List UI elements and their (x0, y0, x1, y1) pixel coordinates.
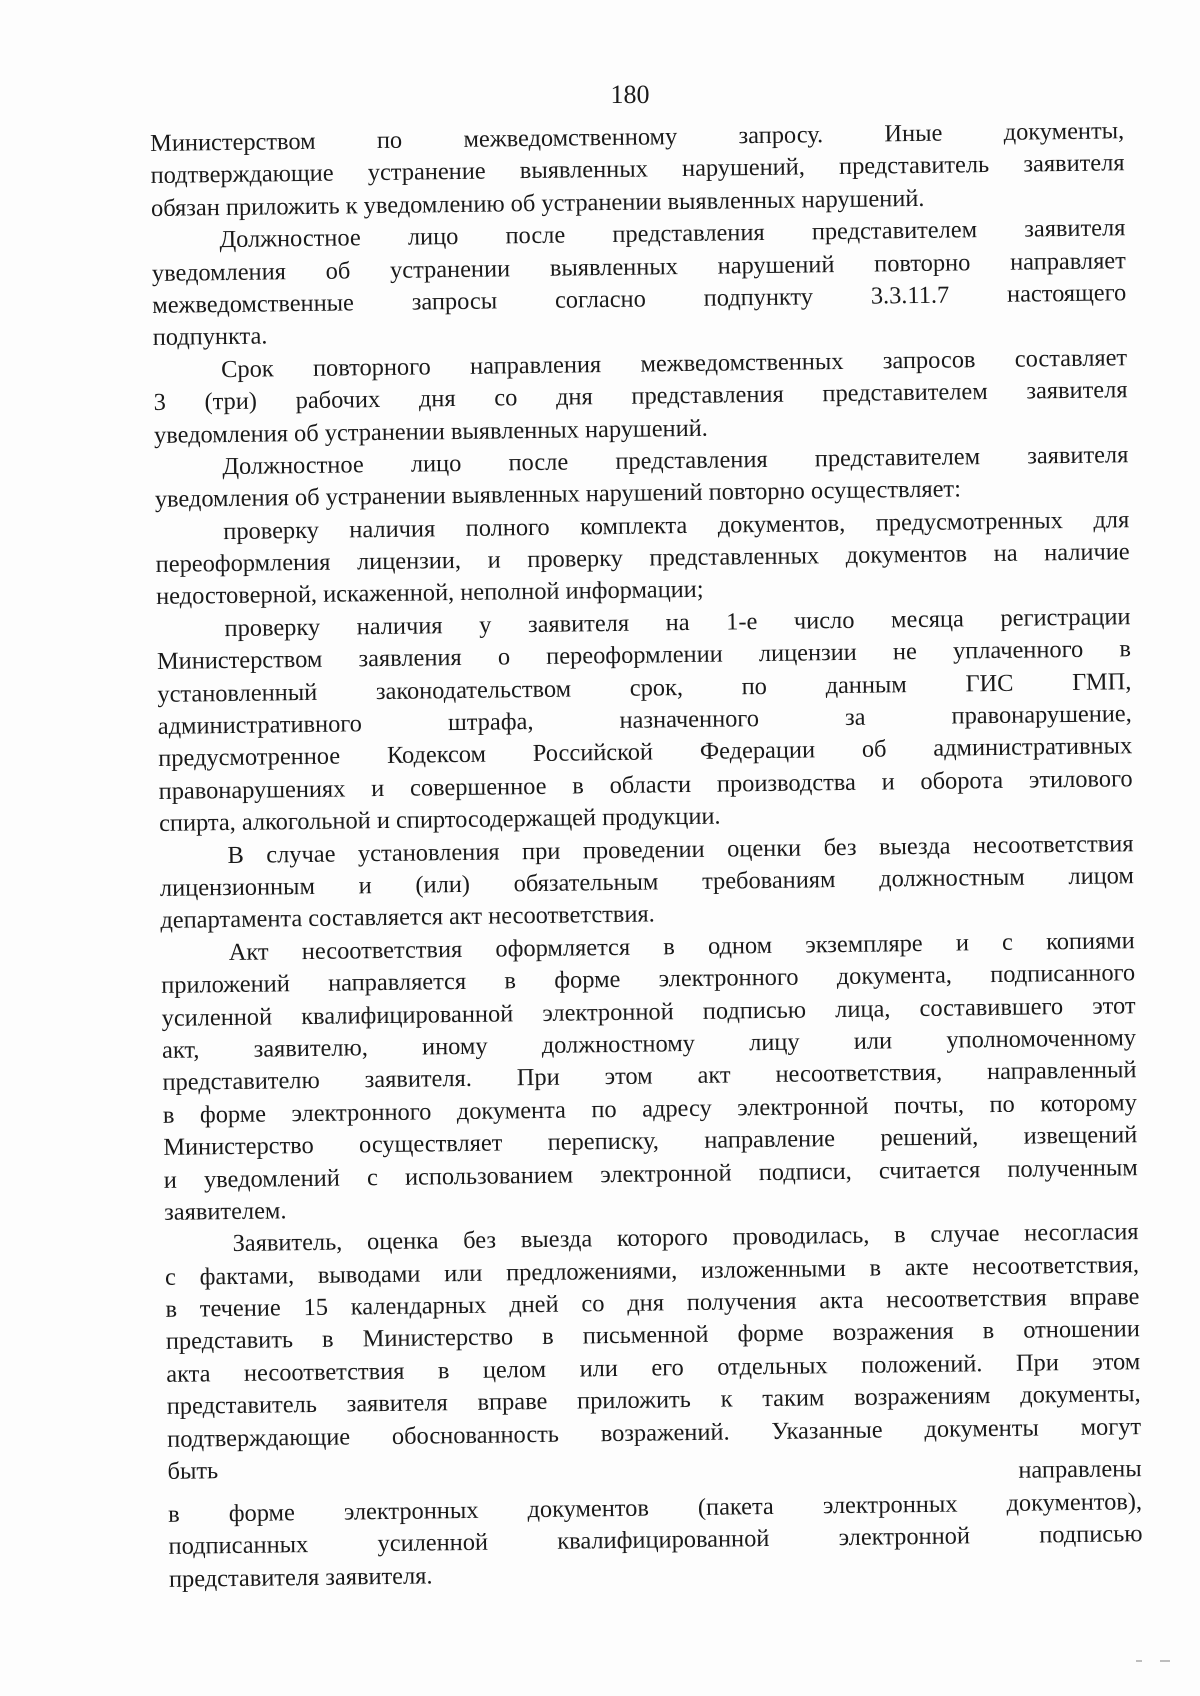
text-line: установленный законодательством срок, по данным ГИС ГМП, (157, 667, 1132, 708)
text-line: направлены (1018, 1455, 1142, 1485)
scan-artifact (1136, 1660, 1142, 1662)
text-line: подпункта. (152, 322, 268, 352)
text-line: В случае установления при проведении оценки без выезда несоответствия (227, 829, 1134, 869)
scan-artifact (1160, 1660, 1170, 1662)
text-line: 3 (три) рабочих дня со дня представления представителем заявителя (153, 376, 1128, 417)
text-line: проверку наличия полного комплекта документов, предусмотренных для (223, 505, 1130, 545)
text-line: усиленной квалифицированной электронной подписью лица, составившего этот (161, 991, 1136, 1032)
text-line: переоформления лицензии, и проверку представленных документов на наличие (155, 538, 1130, 579)
text-line: недостоверной, искаженной, неполной информации; (155, 576, 704, 611)
text-line: представить в Министерство в письменной форме возражения в отношении (165, 1315, 1140, 1356)
text-line: приложений направляется в форме электронного документа, подписанного (161, 959, 1136, 1000)
text-line: подтверждающие обоснованность возражений. Указанные документы могут (166, 1412, 1142, 1453)
text-line: подписанных усиленной квалифицированной электронной подписью (168, 1520, 1143, 1561)
text-line: предусмотренное Кодексом Российской Федерации об административных (158, 732, 1133, 773)
text-line: представителя заявителя. (168, 1562, 433, 1593)
text-line: уведомления об устранении выявленных нарушений повторно направляет (151, 246, 1126, 287)
text-line: Министерством по межведомственному запросу. Иные документы, (150, 117, 1125, 157)
text-line: в форме электронных документов (пакета электронных документов), (167, 1487, 1143, 1528)
text-line: правонарушениях и совершенное в области производства и оборота этилового (158, 765, 1133, 805)
text-line: заявителем. (164, 1197, 287, 1226)
text-line: быть (167, 1457, 219, 1485)
text-line: Акт несоответствия оформляется в одном экземпляре и с копиями (228, 926, 1135, 966)
body-text (150, 115, 1143, 1596)
text-line: в течение 15 календарных дней со дня получения акта несоответствия вправе (165, 1283, 1140, 1323)
text-line: акт, заявителю, иному должностному лицу или уполномоченному (161, 1024, 1137, 1064)
text-line: Должностное лицо после представления представителем заявителя (219, 214, 1126, 254)
text-line: Заявитель, оценка без выезда которого проводилась, в случае несогласия (232, 1218, 1139, 1258)
page-number: 180 (610, 80, 650, 109)
text-line: и уведомлений с использованием электронной подписи, считается полученным (163, 1153, 1138, 1194)
text-line: проверку наличия у заявителя на 1-е число месяца регистрации (224, 603, 1131, 642)
text-line: представителю заявителя. При этом акт несоответствия, направленный (162, 1056, 1137, 1097)
text-line: Министерство осуществляет переписку, направление решений, извещений (163, 1121, 1138, 1162)
text-line: обязан приложить к уведомлению об устранении выявленных нарушений. (150, 184, 925, 222)
text-line: уведомления об устранении выявленных нарушений повторно осуществляет: (154, 475, 962, 514)
text-line: Должностное лицо после представления представителем заявителя (222, 441, 1129, 480)
text-line: Срок повторного направления межведомственных запросов составляет (220, 343, 1128, 383)
text-line: Министерством заявления о переоформлении лицензии не уплаченного в (156, 635, 1132, 676)
text-line: представитель заявителя вправе приложить к таким возражениям документы, (166, 1380, 1141, 1421)
text-line: подтверждающие устранение выявленных нарушений, представитель заявителя (150, 149, 1125, 190)
text-line: департамента составляется акт несоответствия. (160, 900, 655, 935)
text-line: межведомственные запросы согласно подпункту 3.3.11.7 настоящего (152, 279, 1127, 319)
text-line: в форме электронного документа по адресу электронной почты, по которому (162, 1088, 1138, 1129)
text-line: акта несоответствия в целом или его отдельных положений. При этом (166, 1347, 1141, 1388)
text-line: спирта, алкогольной и спиртосодержащей продукции. (158, 802, 721, 838)
text-line: лицензионным и (или) обязательным требованиям должностным лицом (159, 862, 1135, 902)
text-line: уведомления об устранении выявленных нарушений. (153, 414, 708, 449)
text-line: с фактами, выводами или предложениями, изложенными в акте несоответствия, (164, 1250, 1140, 1291)
text-line: административного штрафа, назначенного за правонарушение, (157, 700, 1132, 740)
